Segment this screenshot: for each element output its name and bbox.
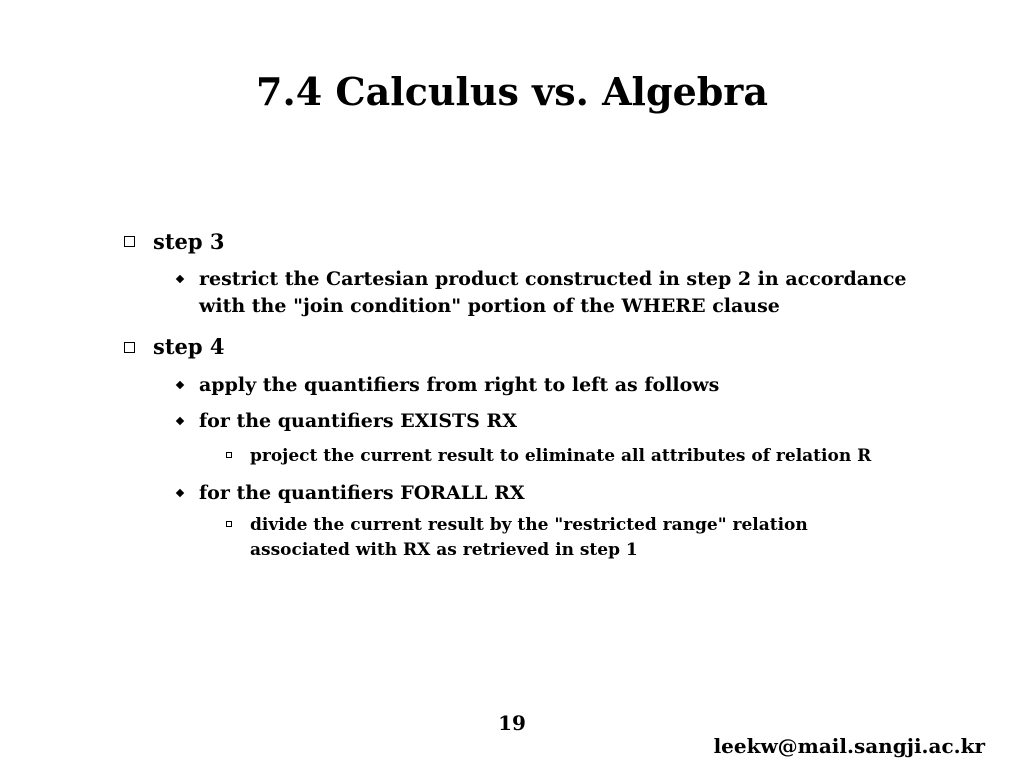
slide-title: 7.4 Calculus vs. Algebra	[256, 69, 768, 114]
sub-bullet-restrict-line-2: with the "join condition" portion of the WHERE clause	[199, 295, 780, 317]
square-bullet-icon	[124, 236, 135, 247]
sub-sub-bullet-divide-line-2: associated with RX as retrieved in step 1	[250, 540, 638, 560]
diamond-bullet-icon	[176, 275, 184, 283]
sub-bullet-exists: for the quantifiers EXISTS RX	[199, 410, 518, 432]
sub-bullet-apply-quantifiers: apply the quantifiers from right to left as follows	[199, 374, 720, 396]
page-number: 19	[498, 711, 526, 735]
sub-bullet-restrict-line-1: restrict the Cartesian product constructed in step 2 in accordance	[199, 268, 907, 290]
square-bullet-icon	[124, 342, 135, 353]
diamond-bullet-icon	[176, 489, 184, 497]
bullet-step-4: step 4	[153, 334, 225, 359]
small-square-bullet-icon	[226, 521, 232, 527]
sub-sub-bullet-divide-line-1: divide the current result by the "restricted range" relation	[250, 515, 808, 535]
diamond-bullet-icon	[176, 381, 184, 389]
footer-email: leekw@mail.sangji.ac.kr	[713, 734, 985, 758]
sub-bullet-forall: for the quantifiers FORALL RX	[199, 482, 525, 504]
diamond-bullet-icon	[176, 417, 184, 425]
bullet-step-3: step 3	[153, 229, 225, 254]
sub-sub-bullet-project: project the current result to eliminate all attributes of relation R	[250, 446, 872, 466]
small-square-bullet-icon	[226, 452, 232, 458]
